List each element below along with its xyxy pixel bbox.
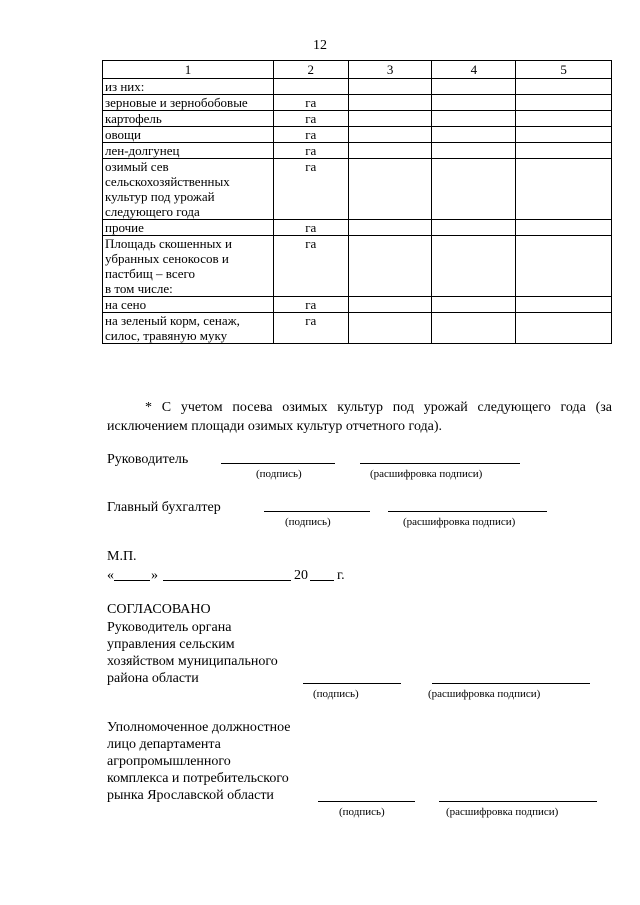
agreed-line: хозяйством муниципального — [107, 654, 278, 669]
value-cell — [432, 127, 516, 143]
decoding-caption: (расшифровка подписи) — [370, 468, 483, 480]
value-cell — [516, 95, 612, 111]
signature-caption: (подпись) — [313, 688, 359, 700]
value-cell — [516, 297, 612, 313]
date-day-line — [114, 580, 150, 581]
accountant-decoding-line — [388, 511, 547, 512]
column-header: 3 — [348, 61, 432, 79]
table-row — [103, 297, 612, 313]
data-table — [102, 60, 612, 344]
table-header-row — [103, 61, 612, 79]
table-row — [103, 313, 612, 344]
value-cell — [348, 79, 432, 95]
date-year-suffix: г. — [337, 568, 345, 583]
row-unit: га — [273, 95, 348, 111]
value-cell — [432, 236, 516, 297]
official-signature-line — [318, 801, 415, 802]
value-cell — [348, 236, 432, 297]
value-cell — [516, 127, 612, 143]
row-unit: га — [273, 143, 348, 159]
page-number: 12 — [313, 38, 327, 53]
value-cell — [348, 220, 432, 236]
value-cell — [432, 297, 516, 313]
value-cell — [516, 236, 612, 297]
head-signature-line — [221, 463, 335, 464]
column-header: 1 — [103, 61, 274, 79]
value-cell — [516, 111, 612, 127]
row-name: зерновые и зернобобовые — [103, 95, 274, 111]
value-cell — [516, 159, 612, 220]
signature-caption: (подпись) — [285, 516, 331, 528]
official-decoding-line — [439, 801, 597, 802]
row-unit: га — [273, 111, 348, 127]
value-cell — [432, 313, 516, 344]
head-decoding-line — [360, 463, 520, 464]
value-cell — [516, 220, 612, 236]
head-label: Руководитель — [107, 452, 189, 467]
row-name: лен-долгунец — [103, 143, 274, 159]
row-name: Площадь скошенных и убранных сенокосов и пастбищ – всего в том числе: — [103, 236, 274, 297]
official-line: Уполномоченное должностное — [107, 720, 291, 735]
row-name: на сено — [103, 297, 274, 313]
value-cell — [516, 143, 612, 159]
date-year-prefix: 20 — [294, 568, 308, 583]
official-line: лицо департамента — [107, 737, 221, 752]
row-unit: га — [273, 159, 348, 220]
stamp-place: М.П. — [107, 549, 137, 564]
table-row — [103, 95, 612, 111]
date-month-line — [163, 580, 291, 581]
official-line: рынка Ярославской области — [107, 788, 274, 803]
row-unit — [273, 79, 348, 95]
signature-caption: (подпись) — [256, 468, 302, 480]
row-name: озимый сев сельскохозяйственных культур под урожай следующего года — [103, 159, 274, 220]
decoding-caption: (расшифровка подписи) — [446, 806, 559, 818]
agreed-decoding-line — [432, 683, 590, 684]
value-cell — [348, 143, 432, 159]
value-cell — [348, 297, 432, 313]
row-name: овощи — [103, 127, 274, 143]
date-open-quote: « — [107, 568, 114, 583]
row-name: прочие — [103, 220, 274, 236]
value-cell — [516, 313, 612, 344]
row-unit: га — [273, 236, 348, 297]
table-row — [103, 111, 612, 127]
row-name: из них: — [103, 79, 274, 95]
value-cell — [348, 313, 432, 344]
agreed-line: района области — [107, 671, 199, 686]
table-row — [103, 79, 612, 95]
value-cell — [348, 95, 432, 111]
table-row — [103, 143, 612, 159]
value-cell — [348, 111, 432, 127]
date-close-quote: » — [151, 568, 158, 583]
value-cell — [432, 111, 516, 127]
row-unit: га — [273, 297, 348, 313]
footnote: * С учетом посева озимых культур под урожай следующего года (за исключением площади озимых культур отчетного года). — [107, 400, 612, 434]
table-row — [103, 220, 612, 236]
decoding-caption: (расшифровка подписи) — [428, 688, 541, 700]
row-name: картофель — [103, 111, 274, 127]
official-line: комплекса и потребительского — [107, 771, 289, 786]
table-row — [103, 127, 612, 143]
table-row — [103, 236, 612, 297]
accountant-label: Главный бухгалтер — [107, 500, 221, 515]
agreed-line: Руководитель органа — [107, 620, 232, 635]
column-header: 5 — [516, 61, 612, 79]
decoding-caption: (расшифровка подписи) — [403, 516, 516, 528]
date-year-line — [310, 580, 334, 581]
column-header: 4 — [432, 61, 516, 79]
accountant-signature-line — [264, 511, 370, 512]
row-name: на зеленый корм, сенаж, силос, травяную муку — [103, 313, 274, 344]
column-header: 2 — [273, 61, 348, 79]
row-unit: га — [273, 127, 348, 143]
value-cell — [348, 127, 432, 143]
signature-caption: (подпись) — [339, 806, 385, 818]
value-cell — [432, 79, 516, 95]
row-unit: га — [273, 220, 348, 236]
value-cell — [432, 95, 516, 111]
value-cell — [432, 143, 516, 159]
value-cell — [432, 220, 516, 236]
agreed-title: СОГЛАСОВАНО — [107, 602, 211, 617]
agreed-signature-line — [303, 683, 401, 684]
value-cell — [432, 159, 516, 220]
agreed-line: управления сельским — [107, 637, 235, 652]
official-line: агропромышленного — [107, 754, 231, 769]
row-unit: га — [273, 313, 348, 344]
value-cell — [516, 79, 612, 95]
value-cell — [348, 159, 432, 220]
table-row — [103, 159, 612, 220]
